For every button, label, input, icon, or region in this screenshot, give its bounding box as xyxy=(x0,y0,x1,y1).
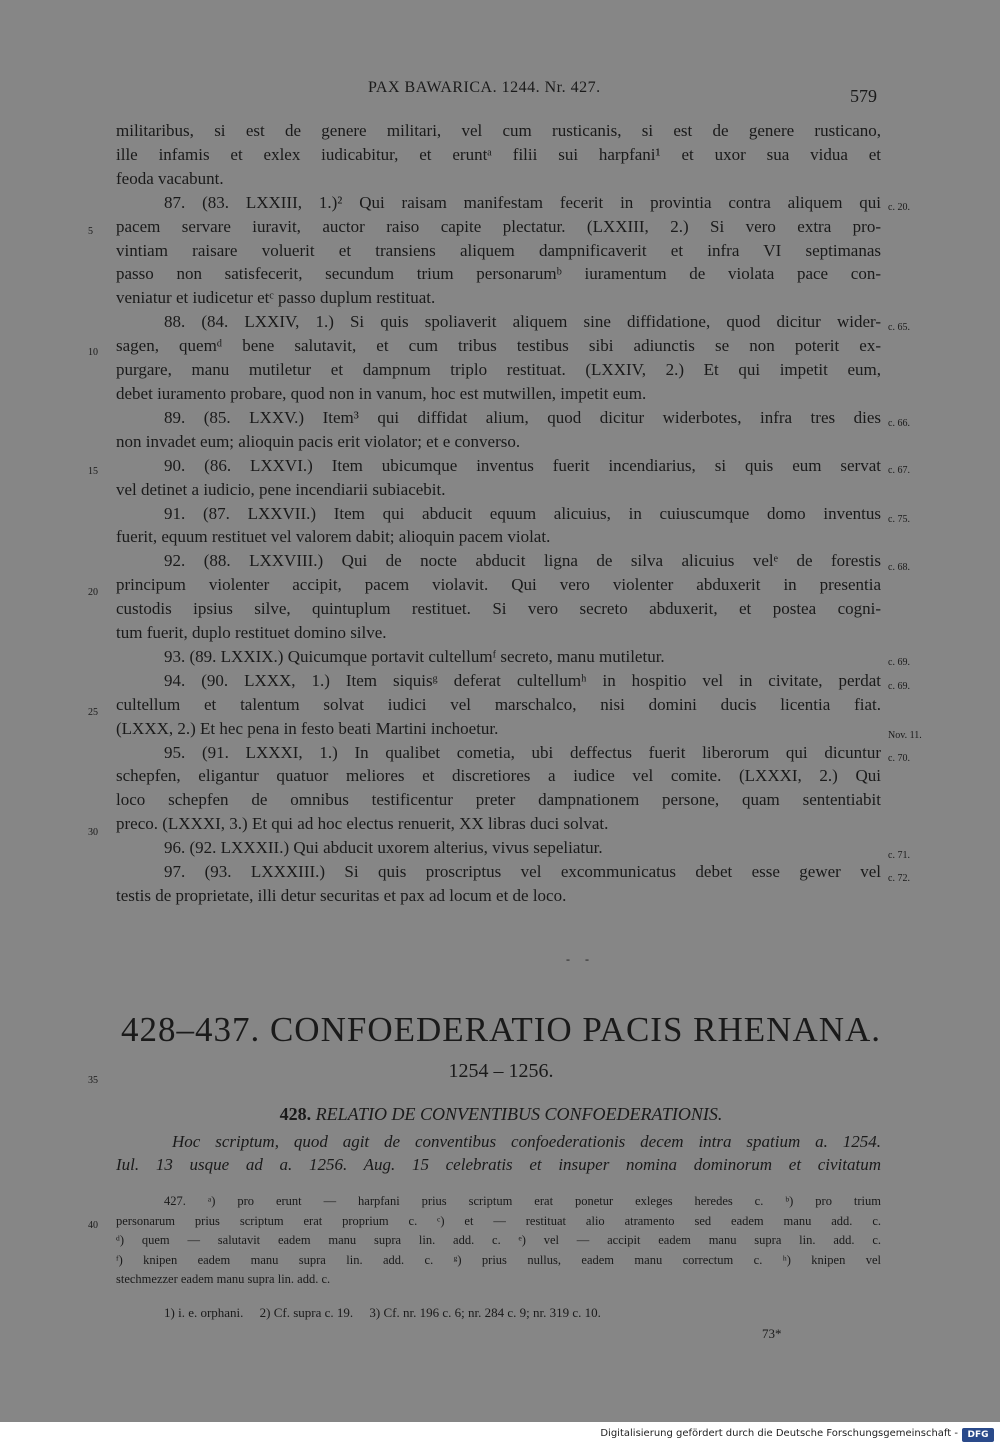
margin-ref: Nov. 11. xyxy=(888,730,922,741)
text-line: debet iuramento probare, quod non in vanum, hoc est mutwillen, impetit eum. xyxy=(116,383,647,403)
margin-ref: c. 68. xyxy=(888,562,910,573)
text-line: 88. (84. LXXIV, 1.) Si quis spoliaverit aliquem sine diffidatione, quod dicitur wider- xyxy=(164,312,881,332)
text-line: vel detinet a iudicio, pene incendiarii subiacebit. xyxy=(116,479,446,499)
footer-bar xyxy=(0,1424,1000,1446)
text-line: pacem servare iuravit, auctor raiso capite plectatur. (LXXIII, 2.) Si vero extra pro- xyxy=(116,216,881,236)
text-line: 91. (87. LXXVII.) Item qui abducit equum alicuius, in cuiuscumque domo inventus xyxy=(164,503,881,523)
line-number: 25 xyxy=(88,707,98,718)
text-line: 90. (86. LXXVI.) Item ubicumque inventus fuerit incendiarius, si quis eum servat xyxy=(164,455,881,475)
margin-ref: c. 65. xyxy=(888,322,910,333)
margin-ref: c. 70. xyxy=(888,753,910,764)
text-line: schepfen, eligantur quatuor meliores et discretiores a iudice vel comite. (LXXXI, 2.) Qui xyxy=(116,766,881,786)
text-line: tum fuerit, duplo restituet domino silve. xyxy=(116,623,387,643)
text-line: 92. (88. LXXVIII.) Qui de nocte abducit ligna de silva alicuius velᵉ de forestis xyxy=(164,551,881,571)
margin-ref: c. 69. xyxy=(888,657,910,668)
line-number: 15 xyxy=(88,466,98,477)
dfg-logo[interactable]: DFG xyxy=(962,1428,994,1442)
section-years: 1254 – 1256. xyxy=(448,1060,554,1082)
intro-line: Iul. 13 usque ad a. 1256. Aug. 15 celebratis et insuper nomina dominorum et civitatum xyxy=(116,1155,881,1174)
line-number: 40 xyxy=(88,1220,98,1231)
note-line: stechmezzer eadem manu supra lin. add. c. xyxy=(116,1272,331,1286)
section-title: 428–437. CONFOEDERATIO PACIS RHENANA. xyxy=(120,1010,882,1049)
text-line: loco schepfen de omnibus testificentur preter dampnationem persone, quam sententiabit xyxy=(116,790,881,810)
signature-mark: 73* xyxy=(762,1326,782,1341)
text-line: militaribus, si est de genere militari, vel cum rusticanis, si est de genere rusticano, xyxy=(116,121,881,140)
text-line: passo non satisfecerit, secundum trium personarumᵇ iuramentum de violata pace con- xyxy=(116,264,881,284)
margin-ref: c. 20. xyxy=(888,202,910,213)
text-line: testis de proprietate, illi detur securitas et pax ad locum et de loco. xyxy=(116,886,567,905)
intro-text xyxy=(116,1130,881,1176)
text-line: preco. (LXXXI, 3.) Et qui ad hoc electus renuerit, XX libras duci solvat. xyxy=(116,814,609,834)
note-line: ᶠ) knipen eadem manu supra lin. add. c. ᵍ) prius nullus, eadem manu correctum c. ʰ) knipen vel xyxy=(116,1252,881,1267)
text-line: ille infamis et exlex iudicabitur, et eruntᵃ filii sui harpfani¹ et uxor sua vidua et xyxy=(116,144,881,164)
footer-credit: Digitalisierung gefördert durch die Deutsche Forschungsgemeinschaft - xyxy=(600,1428,958,1439)
running-title: PAX BAWARICA. 1244. Nr. 427. xyxy=(368,79,601,96)
text-line: principum violenter accipit, pacem violavit. Qui vero violenter abduxerit in presentia xyxy=(116,575,881,595)
text-line: purgare, manu mutiletur et dampnum triplo restituat. (LXXIV, 2.) Et qui impetit eum, xyxy=(116,360,881,380)
document-title: RELATIO DE CONVENTIBUS CONFOEDERATIONIS. xyxy=(315,1104,723,1124)
text-line: 87. (83. LXXIII, 1.)² Qui raisam manifestam fecerit in provintia contra aliquem qui xyxy=(164,192,881,212)
text-line: vintiam raisare voluerit et transiens aliquem dampnificaverit et infra VI septimanas xyxy=(116,240,881,260)
text-line: 95. (91. LXXXI, 1.) In qualibet cometia, ubi deffectus fuerit liberorum qui dicuntur xyxy=(164,742,881,762)
text-line: fuerit, equum restituet vel valorem dabit; alioquin pacem violat. xyxy=(116,527,551,547)
text-line: feoda vacabunt. xyxy=(116,168,224,188)
margin-ref: c. 69. xyxy=(888,681,910,692)
line-number: 10 xyxy=(88,347,98,358)
text-line: cultellum et talentum solvat iudici vel marschalco, nisi domini ducis licentia fiat. xyxy=(116,694,881,714)
text-line: non invadet eum; alioquin pacis erit violator; et e converso. xyxy=(116,431,521,451)
text-line: veniatur et iudicetur etᶜ passo duplum restituat. xyxy=(116,288,436,308)
margin-ref: c. 66. xyxy=(888,418,910,429)
document-number: 428. xyxy=(279,1104,312,1124)
line-number: 20 xyxy=(88,587,98,598)
separator: - - xyxy=(566,952,595,966)
note-line: personarum prius scriptum erat proprium c. ᶜ) et — restituat alio atramento sed eadem manu add. c. xyxy=(116,1213,881,1228)
text-line: sagen, quemᵈ bene salutavit, et cum tribus testibus sibi adiunctis se non poterit ex- xyxy=(116,336,881,356)
apparatus-notes xyxy=(116,1192,881,1290)
text-line: (LXXX, 2.) Et hec pena in festo beati Martini inchoetur. xyxy=(116,718,499,738)
footnotes: 1) i. e. orphani. 2) Cf. supra c. 19. 3) Cf. nr. 196 c. 6; nr. 284 c. 9; nr. 319 c. 10. xyxy=(164,1305,601,1320)
margin-ref: c. 71. xyxy=(888,850,910,861)
margin-ref: c. 67. xyxy=(888,465,910,476)
note-line: 427. ᵃ) pro erunt — harpfani prius scriptum erat ponetur exleges heredes c. ᵇ) pro trium xyxy=(164,1194,881,1208)
line-number: 5 xyxy=(88,226,93,237)
text-line: 89. (85. LXXV.) Item³ qui diffidat alium, quod dicitur widerbotes, infra tres dies xyxy=(164,407,881,427)
line-number: 30 xyxy=(88,827,98,838)
main-text xyxy=(116,119,881,908)
text-line: 96. (92. LXXXII.) Qui abducit uxorem alterius, vivus sepeliatur. xyxy=(164,838,603,858)
text-line: 97. (93. LXXXIII.) Si quis proscriptus vel excommunicatus debet esse gewer vel xyxy=(164,862,881,882)
text-line: custodis ipsius silve, quintuplum restituet. Si vero secreto abduxerit, et postea cogni- xyxy=(116,599,881,619)
text-line: 94. (90. LXXX, 1.) Item siquisᵍ deferat cultellumʰ in hospitio vel in civitate, perdat xyxy=(164,670,881,690)
line-number: 35 xyxy=(88,1075,98,1086)
intro-line: Hoc scriptum, quod agit de conventibus confoederationis decem intra spatium a. 1254. xyxy=(172,1132,881,1151)
document-heading xyxy=(116,1104,886,1125)
margin-ref: c. 72. xyxy=(888,873,910,884)
note-line: ᵈ) quem — salutavit eadem manu supra lin. add. c. ᵉ) vel — accipit eadem manu supra lin. add. c. xyxy=(116,1233,881,1247)
page-number: 579 xyxy=(850,86,877,106)
margin-ref: c. 75. xyxy=(888,514,910,525)
text-line: 93. (89. LXXIX.) Quicumque portavit cultellumᶠ secreto, manu mutiletur. xyxy=(164,646,665,666)
